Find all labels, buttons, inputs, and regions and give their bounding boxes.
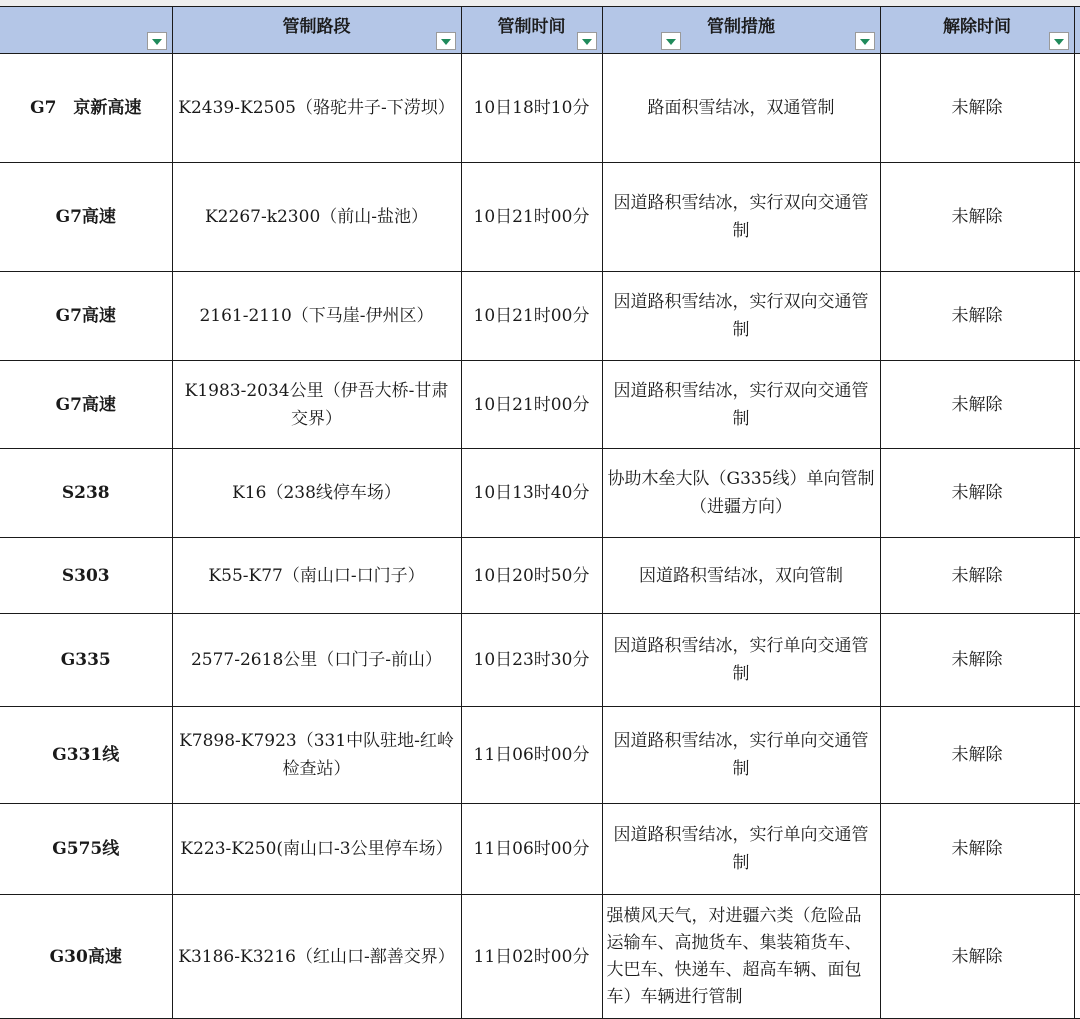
road-cell: G335 — [0, 614, 172, 707]
extra-cell — [1074, 449, 1080, 538]
time-cell: 11日06时00分 — [461, 707, 602, 804]
table-row — [0, 163, 1080, 272]
filter-dropdown-button[interactable] — [436, 32, 456, 50]
dropdown-arrow-icon — [1054, 39, 1064, 45]
filter-dropdown-button[interactable] — [661, 32, 681, 50]
time-cell: 10日18时10分 — [461, 54, 602, 163]
road-cell: G7高速 — [0, 361, 172, 449]
segment-cell: K2439-K2505（骆驼井子-下涝坝） — [172, 54, 461, 163]
time-cell: 10日13时40分 — [461, 449, 602, 538]
extra-cell — [1074, 804, 1080, 895]
road-cell: G7高速 — [0, 272, 172, 361]
extra-cell — [1074, 895, 1080, 1019]
release-cell: 未解除 — [880, 54, 1074, 163]
road-cell: S303 — [0, 538, 172, 614]
extra-cell — [1074, 538, 1080, 614]
time-cell: 10日23时30分 — [461, 614, 602, 707]
table-row — [0, 895, 1080, 1019]
segment-cell: K55-K77（南山口-口门子） — [172, 538, 461, 614]
road-cell: G331线 — [0, 707, 172, 804]
header-label: 管制时间 — [497, 16, 566, 37]
release-cell: 未解除 — [880, 707, 1074, 804]
release-cell: 未解除 — [880, 361, 1074, 449]
release-cell: 未解除 — [880, 163, 1074, 272]
dropdown-arrow-icon — [441, 39, 451, 45]
time-cell: 10日21时00分 — [461, 361, 602, 449]
segment-cell: 2577-2618公里（口门子-前山） — [172, 614, 461, 707]
time-cell: 10日21时00分 — [461, 272, 602, 361]
time-cell: 11日02时00分 — [461, 895, 602, 1019]
dropdown-arrow-icon — [860, 39, 870, 45]
filter-dropdown-button[interactable] — [147, 32, 167, 50]
release-cell: 未解除 — [880, 538, 1074, 614]
release-cell: 未解除 — [880, 449, 1074, 538]
extra-cell — [1074, 614, 1080, 707]
extra-cell — [1074, 54, 1080, 163]
time-cell: 10日20时50分 — [461, 538, 602, 614]
measure-cell: 强横风天气，对进疆六类（危险品运输车、高抛货车、集装箱货车、大巴车、快递车、超高车辆、面包车）车辆进行管制 — [602, 895, 880, 1019]
header-release — [880, 7, 1074, 54]
header-segment — [172, 7, 461, 54]
traffic-control-table — [0, 6, 1080, 1019]
road-cell: G7 京新高速 — [0, 54, 172, 163]
segment-cell: K16（238线停车场） — [172, 449, 461, 538]
dropdown-arrow-icon — [152, 39, 162, 45]
release-cell: 未解除 — [880, 804, 1074, 895]
header-row — [0, 7, 1080, 54]
table-row — [0, 449, 1080, 538]
measure-cell: 路面积雪结冰，双通管制 — [602, 54, 880, 163]
segment-cell: K7898-K7923（331中队驻地-红岭检查站） — [172, 707, 461, 804]
header-label: 解除时间 — [943, 16, 1011, 37]
header-time — [461, 7, 602, 54]
segment-cell: K3186-K3216（红山口-鄯善交界） — [172, 895, 461, 1019]
extra-cell — [1074, 707, 1080, 804]
segment-cell: K2267-k2300（前山-盐池） — [172, 163, 461, 272]
header-extra — [1074, 7, 1080, 54]
filter-dropdown-button[interactable] — [1049, 32, 1069, 50]
table-row — [0, 54, 1080, 163]
segment-cell: K1983-2034公里（伊吾大桥-甘肃交界） — [172, 361, 461, 449]
header-measure — [602, 7, 880, 54]
road-cell: G30高速 — [0, 895, 172, 1019]
measure-cell: 因道路积雪结冰，实行单向交通管制 — [602, 804, 880, 895]
release-cell: 未解除 — [880, 614, 1074, 707]
table-row — [0, 538, 1080, 614]
extra-cell — [1074, 163, 1080, 272]
measure-cell: 因道路积雪结冰，实行双向交通管制 — [602, 361, 880, 449]
time-cell: 11日06时00分 — [461, 804, 602, 895]
measure-cell: 因道路积雪结冰，双向管制 — [602, 538, 880, 614]
header-road — [0, 7, 172, 54]
measure-cell: 协助木垒大队（G335线）单向管制（进疆方向） — [602, 449, 880, 538]
table-row — [0, 614, 1080, 707]
segment-cell: 2161-2110（下马崖-伊州区） — [172, 272, 461, 361]
table-row — [0, 272, 1080, 361]
filter-dropdown-button[interactable] — [577, 32, 597, 50]
segment-cell: K223-K250(南山口-3公里停车场） — [172, 804, 461, 895]
dropdown-arrow-icon — [666, 39, 676, 45]
table-row — [0, 361, 1080, 449]
table-row — [0, 804, 1080, 895]
time-cell: 10日21时00分 — [461, 163, 602, 272]
measure-cell: 因道路积雪结冰，实行单向交通管制 — [602, 614, 880, 707]
measure-cell: 因道路积雪结冰，实行双向交通管制 — [602, 163, 880, 272]
release-cell: 未解除 — [880, 272, 1074, 361]
road-cell: S238 — [0, 449, 172, 538]
header-label: 管制措施 — [707, 16, 775, 37]
extra-cell — [1074, 272, 1080, 361]
measure-cell: 因道路积雪结冰，实行单向交通管制 — [602, 707, 880, 804]
dropdown-arrow-icon — [582, 39, 592, 45]
road-cell: G575线 — [0, 804, 172, 895]
header-label: 管制路段 — [282, 16, 351, 37]
filter-dropdown-button[interactable] — [855, 32, 875, 50]
road-cell: G7高速 — [0, 163, 172, 272]
measure-cell: 因道路积雪结冰，实行双向交通管制 — [602, 272, 880, 361]
extra-cell — [1074, 361, 1080, 449]
table-row — [0, 707, 1080, 804]
release-cell: 未解除 — [880, 895, 1074, 1019]
